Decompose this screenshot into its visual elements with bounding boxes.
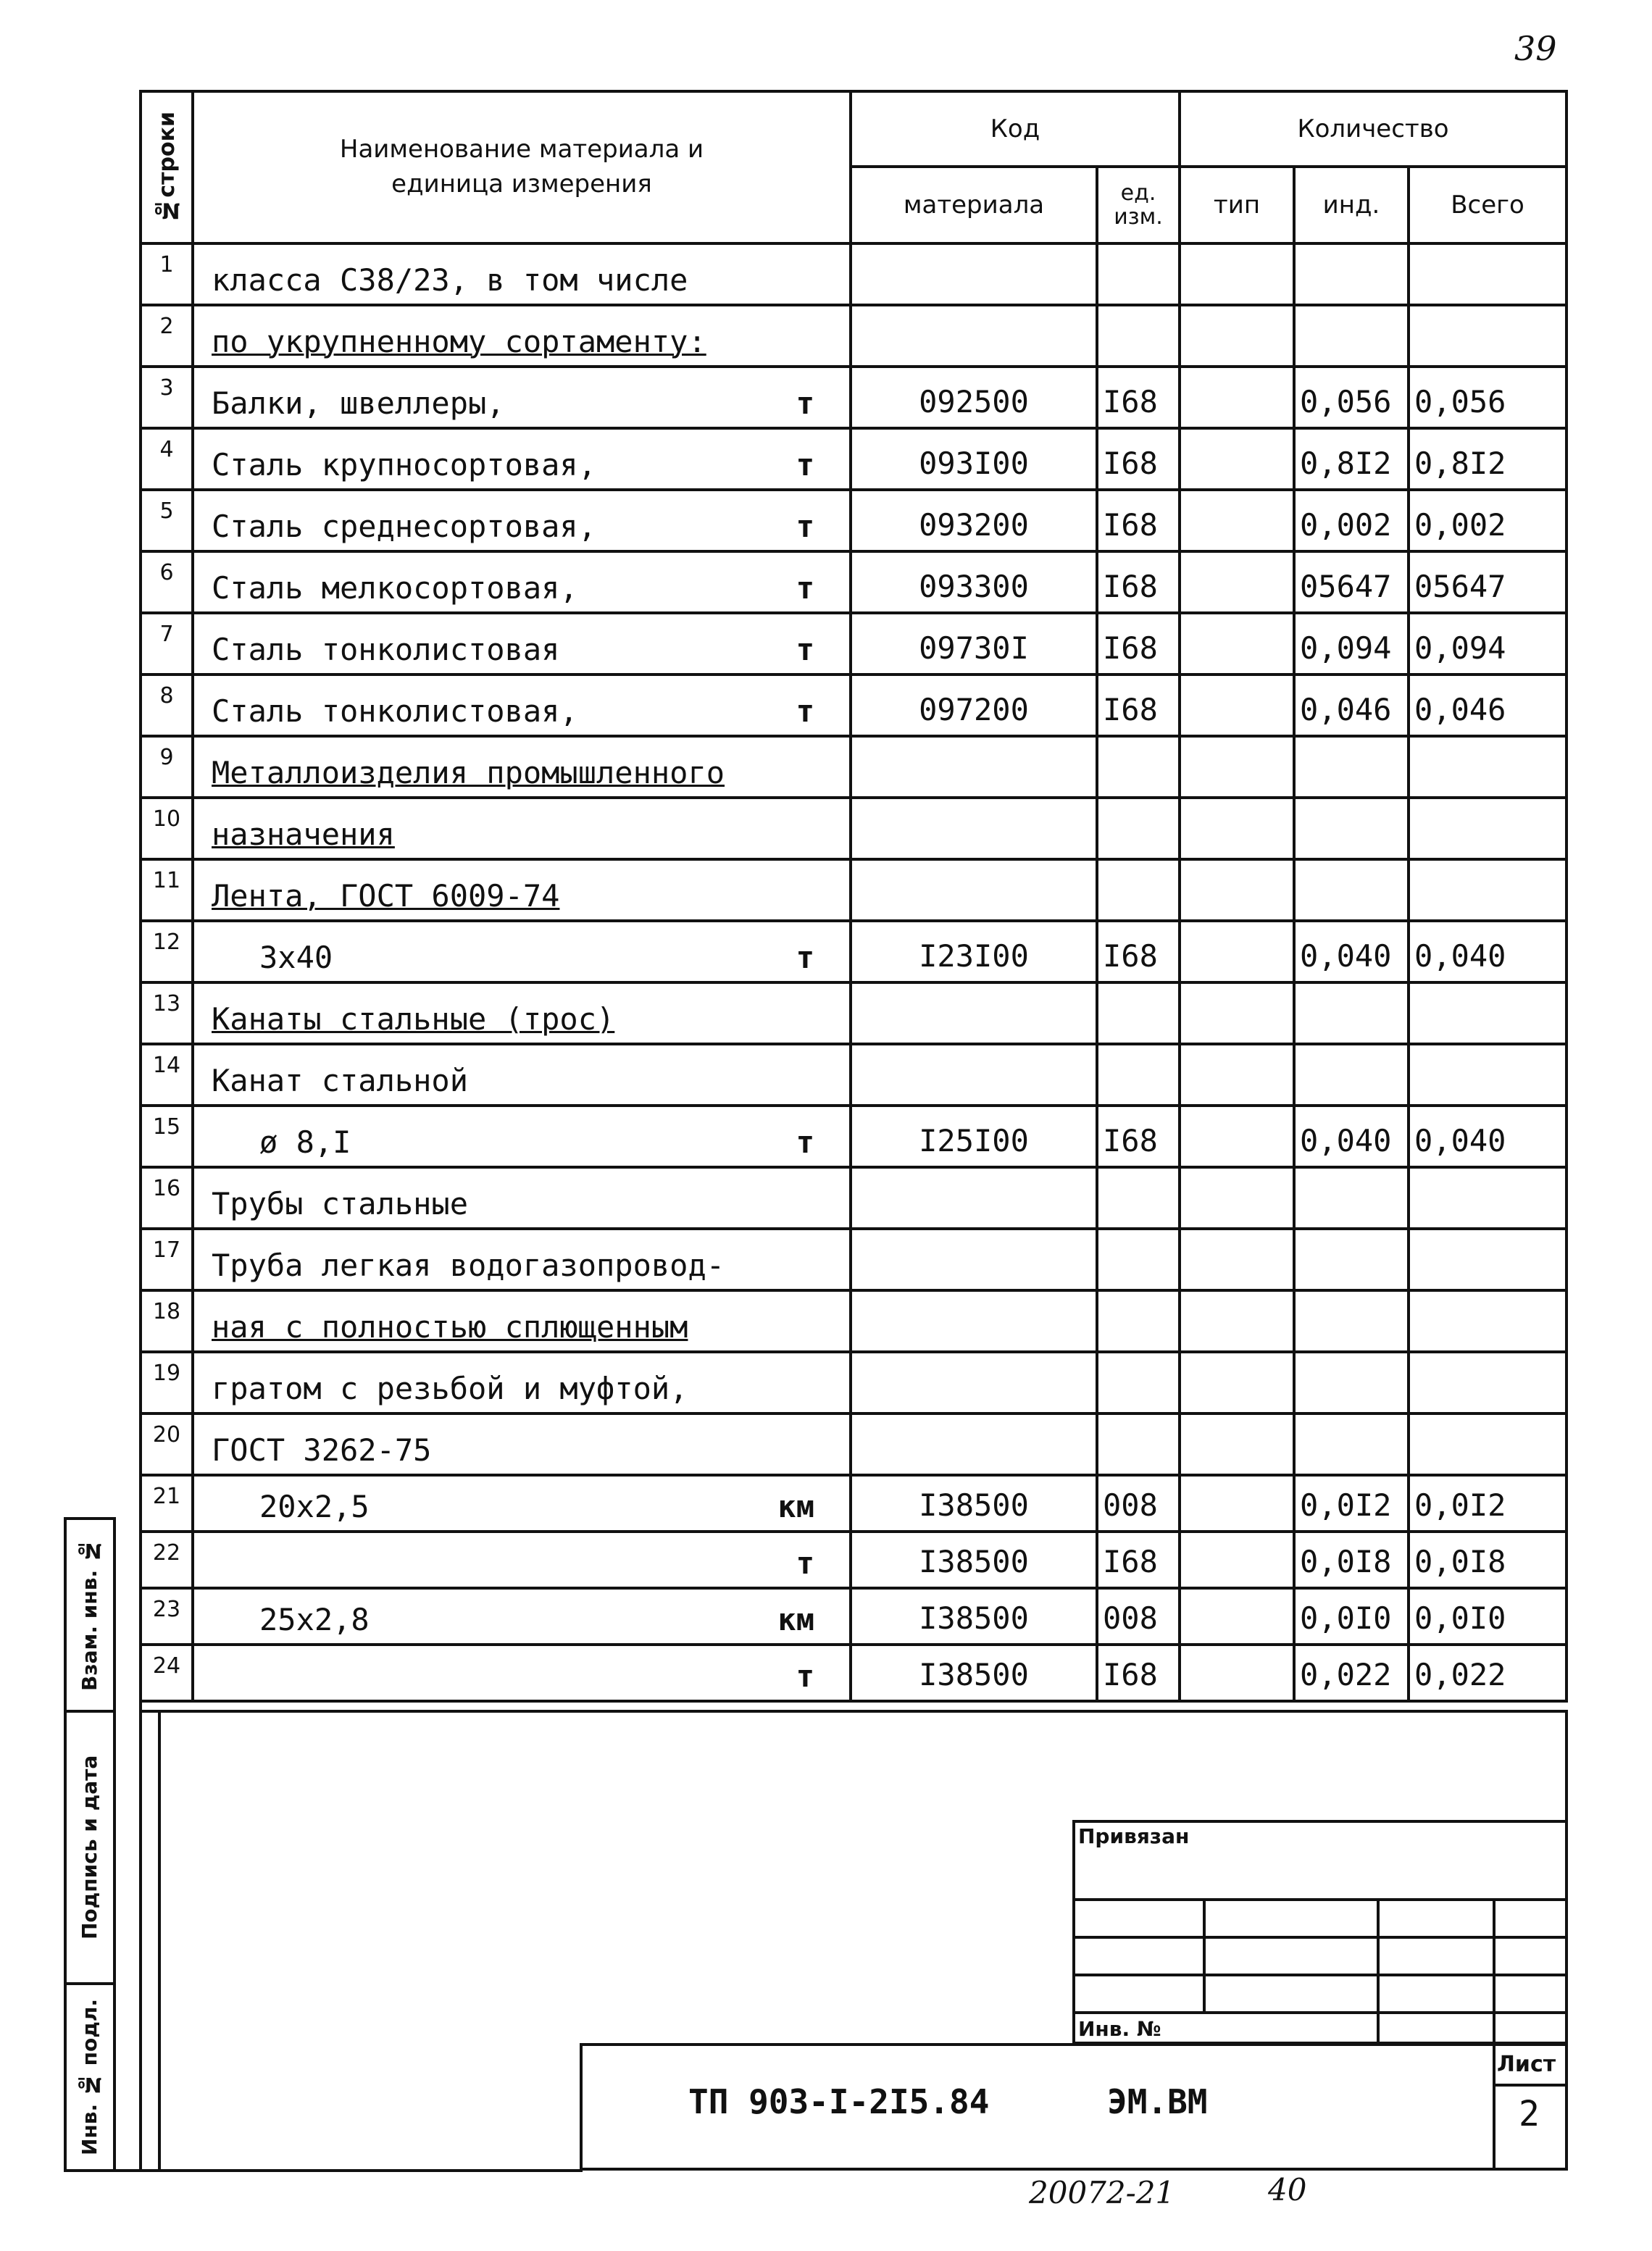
material-name-cell: Сталь среднесортовая, т [193, 490, 851, 551]
unit-code: I68 [1097, 613, 1180, 675]
qty-total: 0,040 [1409, 921, 1567, 982]
qty-total [1409, 1413, 1567, 1475]
qty-total [1409, 1044, 1567, 1106]
material-name-cell: Сталь крупносортовая, т [193, 428, 851, 490]
material-code: I38500 [851, 1475, 1097, 1532]
row-number: 17 [141, 1229, 193, 1290]
table-row [141, 859, 1567, 921]
table-row [141, 736, 1567, 798]
row-number: 5 [141, 490, 193, 551]
unit-code: I68 [1097, 921, 1180, 982]
side-box-vzam: Взам. инв. № [64, 1517, 116, 1713]
unit-code: 008 [1097, 1475, 1180, 1532]
row-number: 22 [141, 1532, 193, 1588]
header-row-number: №строки [141, 91, 193, 243]
qty-type [1180, 1588, 1294, 1645]
qty-ind: 0,0I0 [1294, 1588, 1409, 1645]
qty-total [1409, 1352, 1567, 1413]
qty-total [1409, 1290, 1567, 1352]
unit-code [1097, 1167, 1180, 1229]
row-number: 23 [141, 1588, 193, 1645]
qty-type [1180, 551, 1294, 613]
qty-ind: 0,0I2 [1294, 1475, 1409, 1532]
material-name-cell: ная с полностью сплющенным [193, 1290, 851, 1352]
material-code [851, 1413, 1097, 1475]
material-code: I25I00 [851, 1106, 1097, 1167]
unit-code [1097, 1413, 1180, 1475]
qty-ind [1294, 1290, 1409, 1352]
unit-code [1097, 305, 1180, 367]
material-name-cell: назначения [193, 798, 851, 859]
material-name-cell: Сталь тонколистовая т [193, 613, 851, 675]
unit-code: I68 [1097, 675, 1180, 736]
qty-type [1180, 1106, 1294, 1167]
qty-total: 0,002 [1409, 490, 1567, 551]
row-number: 7 [141, 613, 193, 675]
material-name-cell: ГОСТ 3262-75 [193, 1413, 851, 1475]
qty-type [1180, 490, 1294, 551]
table-row [141, 1475, 1567, 1532]
unit-code: I68 [1097, 1106, 1180, 1167]
table-row [141, 613, 1567, 675]
table-row [141, 490, 1567, 551]
header-code-group: Код [851, 91, 1180, 167]
material-code [851, 859, 1097, 921]
stamp-privyazan-label: Привязан [1078, 1824, 1190, 1848]
row-number: 15 [141, 1106, 193, 1167]
unit-code: I68 [1097, 367, 1180, 428]
material-name-cell: Канат стальной [193, 1044, 851, 1106]
material-code [851, 1290, 1097, 1352]
material-code [851, 305, 1097, 367]
row-number: 18 [141, 1290, 193, 1352]
row-number: 19 [141, 1352, 193, 1413]
stamp-sheet-divider [1493, 2043, 1495, 2171]
qty-type [1180, 921, 1294, 982]
stamp-sheet-divider [1493, 2084, 1568, 2087]
qty-total: 05647 [1409, 551, 1567, 613]
table-row [141, 798, 1567, 859]
unit-code: I68 [1097, 1532, 1180, 1588]
qty-total: 0,040 [1409, 1106, 1567, 1167]
page-number: 39 [1514, 29, 1557, 68]
qty-type [1180, 798, 1294, 859]
table-row [141, 1044, 1567, 1106]
material-name-cell: Трубы стальные [193, 1167, 851, 1229]
qty-total [1409, 982, 1567, 1044]
material-code: 093I00 [851, 428, 1097, 490]
unit-code: 008 [1097, 1588, 1180, 1645]
qty-ind: 0,0I8 [1294, 1532, 1409, 1588]
material-name-cell: Металлоизделия промышленного [193, 736, 851, 798]
qty-type [1180, 1290, 1294, 1352]
qty-total [1409, 1229, 1567, 1290]
material-name-cell: гратом с резьбой и муфтой, [193, 1352, 851, 1413]
material-code: 093300 [851, 551, 1097, 613]
material-code [851, 982, 1097, 1044]
table-row [141, 982, 1567, 1044]
unit-code [1097, 1044, 1180, 1106]
qty-type [1180, 1475, 1294, 1532]
row-number: 24 [141, 1645, 193, 1701]
row-number: 20 [141, 1413, 193, 1475]
unit-code [1097, 736, 1180, 798]
qty-ind [1294, 1413, 1409, 1475]
stamp-sheet-number: 2 [1519, 2094, 1540, 2134]
table-row [141, 1290, 1567, 1352]
qty-ind: 0,8I2 [1294, 428, 1409, 490]
qty-type [1180, 859, 1294, 921]
material-code [851, 736, 1097, 798]
qty-total: 0,0I8 [1409, 1532, 1567, 1588]
header-qty-type: тип [1180, 167, 1294, 243]
material-code: 09730I [851, 613, 1097, 675]
header-qty-total: Всего [1409, 167, 1567, 243]
qty-type [1180, 1645, 1294, 1701]
unit-code: I68 [1097, 1645, 1180, 1701]
unit-code [1097, 1229, 1180, 1290]
unit-code [1097, 798, 1180, 859]
row-number: 6 [141, 551, 193, 613]
materials-table [139, 90, 1568, 1703]
stamp-sheet-label: Лист [1497, 2052, 1556, 2077]
qty-type [1180, 613, 1294, 675]
row-number: 1 [141, 243, 193, 305]
header-code-material: материала [851, 167, 1097, 243]
qty-type [1180, 736, 1294, 798]
material-name-cell: Труба легкая водогазопровод- [193, 1229, 851, 1290]
table-row [141, 1229, 1567, 1290]
qty-type [1180, 982, 1294, 1044]
row-number: 2 [141, 305, 193, 367]
material-name-cell: Балки, швеллеры, т [193, 367, 851, 428]
table-row [141, 367, 1567, 428]
material-code: I23I00 [851, 921, 1097, 982]
frame-left-line [139, 1478, 142, 2172]
qty-type [1180, 428, 1294, 490]
material-name-cell: Канаты стальные (трос) [193, 982, 851, 1044]
qty-ind [1294, 1229, 1409, 1290]
qty-ind: 0,040 [1294, 1106, 1409, 1167]
material-code: 092500 [851, 367, 1097, 428]
qty-type [1180, 1229, 1294, 1290]
row-number: 11 [141, 859, 193, 921]
qty-total [1409, 859, 1567, 921]
row-number: 4 [141, 428, 193, 490]
footer-code: 20072-21 [1029, 2175, 1175, 2210]
qty-total: 0,0I2 [1409, 1475, 1567, 1532]
footer-number: 40 [1268, 2172, 1307, 2208]
stamp-grid-line [1493, 1898, 1495, 2045]
qty-total [1409, 736, 1567, 798]
material-code: 097200 [851, 675, 1097, 736]
table-row [141, 1106, 1567, 1167]
unit-code [1097, 1352, 1180, 1413]
table-row [141, 1645, 1567, 1701]
qty-ind [1294, 305, 1409, 367]
table-row [141, 1167, 1567, 1229]
material-name-cell: по укрупненному сортаменту: [193, 305, 851, 367]
qty-total: 0,094 [1409, 613, 1567, 675]
stamp-document-mark: ЭМ.ВМ [1107, 2082, 1208, 2121]
qty-ind [1294, 243, 1409, 305]
qty-total [1409, 243, 1567, 305]
frame-separator-line [139, 1710, 1565, 1713]
table-row [141, 305, 1567, 367]
row-number: 10 [141, 798, 193, 859]
qty-type [1180, 1352, 1294, 1413]
unit-code [1097, 1290, 1180, 1352]
qty-total: 0,0I0 [1409, 1588, 1567, 1645]
table-row [141, 428, 1567, 490]
material-name-cell: Сталь мелкосортовая, т [193, 551, 851, 613]
table-row [141, 675, 1567, 736]
qty-ind: 0,002 [1294, 490, 1409, 551]
qty-type [1180, 1532, 1294, 1588]
qty-total [1409, 1167, 1567, 1229]
material-name-cell: ø 8,I т [193, 1106, 851, 1167]
unit-code: I68 [1097, 428, 1180, 490]
row-number: 13 [141, 982, 193, 1044]
qty-ind [1294, 1167, 1409, 1229]
qty-ind [1294, 859, 1409, 921]
qty-total: 0,8I2 [1409, 428, 1567, 490]
table-row [141, 1532, 1567, 1588]
table-row [141, 1588, 1567, 1645]
row-number: 16 [141, 1167, 193, 1229]
frame-bottom-line [64, 2169, 583, 2172]
qty-type [1180, 367, 1294, 428]
material-name-cell: т [193, 1532, 851, 1588]
row-number: 8 [141, 675, 193, 736]
material-name-cell: класса С38/23, в том числе [193, 243, 851, 305]
qty-type [1180, 305, 1294, 367]
qty-ind: 05647 [1294, 551, 1409, 613]
unit-code: I68 [1097, 551, 1180, 613]
qty-ind [1294, 982, 1409, 1044]
row-number: 3 [141, 367, 193, 428]
qty-type [1180, 675, 1294, 736]
header-code-unit: ед. изм. [1097, 167, 1180, 243]
side-box-inv-podl: Инв. № подл. [64, 1982, 116, 2172]
qty-ind: 0,056 [1294, 367, 1409, 428]
material-name-cell: 25х2,8 км [193, 1588, 851, 1645]
row-number: 12 [141, 921, 193, 982]
material-name-cell: Лента, ГОСТ 6009-74 [193, 859, 851, 921]
unit-code: I68 [1097, 490, 1180, 551]
qty-type [1180, 243, 1294, 305]
qty-ind: 0,040 [1294, 921, 1409, 982]
header-quantity-group: Количество [1180, 91, 1567, 167]
table-row [141, 1413, 1567, 1475]
qty-type [1180, 1413, 1294, 1475]
stamp-grid-line [1377, 1898, 1380, 2045]
material-code [851, 1352, 1097, 1413]
material-code: I38500 [851, 1588, 1097, 1645]
material-code: I38500 [851, 1532, 1097, 1588]
stamp-document-code: ТП 903-I-2I5.84 [688, 2082, 990, 2121]
qty-total: 0,022 [1409, 1645, 1567, 1701]
material-code [851, 1229, 1097, 1290]
material-name-cell: Сталь тонколистовая, т [193, 675, 851, 736]
material-code [851, 1044, 1097, 1106]
qty-type [1180, 1167, 1294, 1229]
row-number: 14 [141, 1044, 193, 1106]
qty-ind [1294, 1352, 1409, 1413]
frame-inner-left-line [158, 1710, 161, 2172]
stamp-inv-no-label: Инв. № [1078, 2017, 1161, 2041]
row-number: 21 [141, 1475, 193, 1532]
material-name-cell: т [193, 1645, 851, 1701]
unit-code [1097, 982, 1180, 1044]
side-box-podpis: Подпись и дата [64, 1710, 116, 1985]
table-row [141, 921, 1567, 982]
qty-total: 0,046 [1409, 675, 1567, 736]
qty-ind: 0,046 [1294, 675, 1409, 736]
material-name-cell: 3х40 т [193, 921, 851, 982]
material-code [851, 243, 1097, 305]
table-row [141, 243, 1567, 305]
table-row [141, 551, 1567, 613]
qty-total [1409, 798, 1567, 859]
qty-total: 0,056 [1409, 367, 1567, 428]
qty-ind [1294, 798, 1409, 859]
material-name-cell: 20х2,5 км [193, 1475, 851, 1532]
material-code [851, 1167, 1097, 1229]
table-row [141, 1352, 1567, 1413]
material-code: I38500 [851, 1645, 1097, 1701]
unit-code [1097, 243, 1180, 305]
row-number: 9 [141, 736, 193, 798]
header-material-name: Наименование материала и единица измерения [193, 91, 851, 243]
material-code: 093200 [851, 490, 1097, 551]
qty-type [1180, 1044, 1294, 1106]
header-qty-ind: инд. [1294, 167, 1409, 243]
qty-ind [1294, 736, 1409, 798]
stamp-grid-line [1203, 1898, 1206, 2011]
qty-ind: 0,094 [1294, 613, 1409, 675]
unit-code [1097, 859, 1180, 921]
qty-ind [1294, 1044, 1409, 1106]
qty-ind: 0,022 [1294, 1645, 1409, 1701]
material-code [851, 798, 1097, 859]
qty-total [1409, 305, 1567, 367]
